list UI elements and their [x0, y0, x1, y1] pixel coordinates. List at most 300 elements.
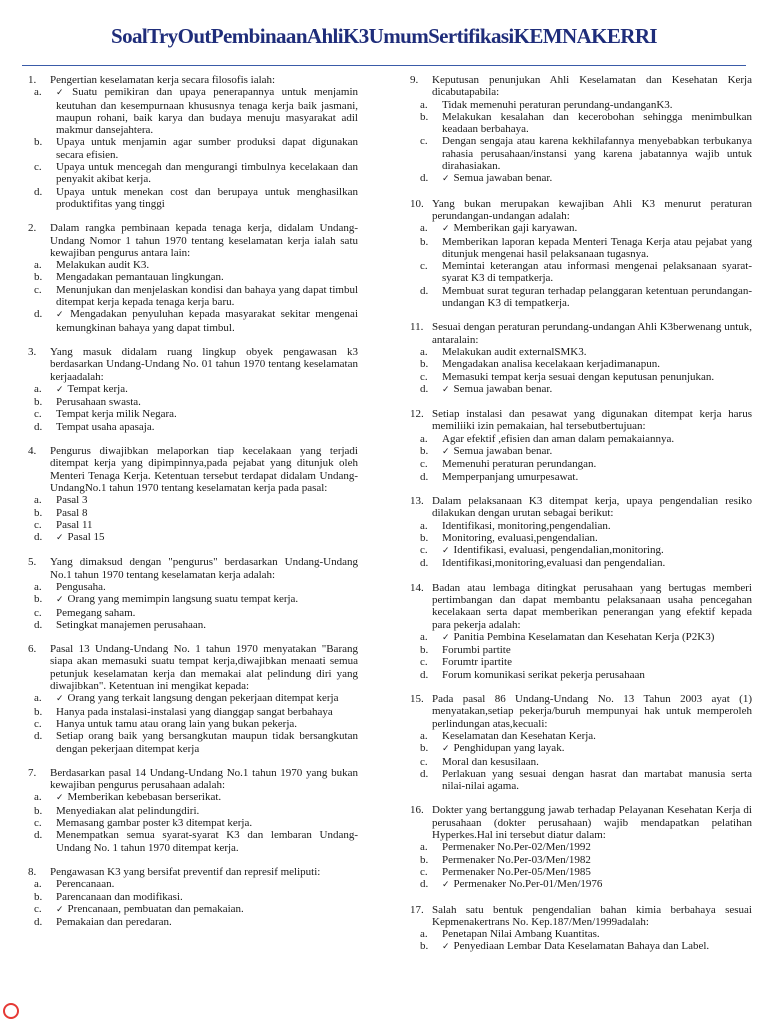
answer-option — [400, 358, 752, 370]
question-item — [14, 866, 358, 928]
answer-options — [14, 259, 358, 334]
option-text: Menunjukan dan menjelaskan kondisi dan bahaya yang dapat timbul ditempat kerja kepada tenaga kerja baru. — [56, 283, 358, 309]
option-text: Memintai keterangan atau informasi mengenai pelaksanaan syarat-syarat K3 di tempatkerja. — [442, 260, 752, 285]
option-letter: b. — [420, 531, 429, 544]
option-text: Melakukan audit externalSMK3. — [442, 345, 587, 358]
option-body — [56, 817, 358, 829]
option-body — [442, 878, 752, 891]
answer-options — [400, 346, 752, 396]
option-body — [442, 236, 752, 261]
answer-options — [14, 581, 358, 631]
answer-option — [400, 756, 752, 768]
answer-option — [14, 718, 358, 730]
left-column — [14, 74, 358, 940]
option-body — [442, 260, 752, 285]
option-text: Upaya untuk mencegah dan mengurangi timbulnya kecelakaan dan penyakit akibat kerja. — [56, 161, 358, 186]
question-text: Sesuai dengan peraturan perundang-undangan Ahli K3berwenang untuk, antaralain: — [432, 321, 752, 346]
option-text: Prencanaan, pembuatan dan pemakaian. — [67, 902, 244, 915]
checkmark-icon — [56, 593, 68, 605]
answer-option — [400, 841, 752, 853]
option-text: Melakukan audit K3. — [56, 259, 150, 272]
right-column — [400, 74, 752, 966]
option-text: Penetapan Nilai Ambang Kuantitas. — [442, 928, 600, 941]
option-letter: a. — [34, 692, 42, 705]
option-body — [442, 644, 752, 656]
option-text: Perencanaan. — [56, 878, 115, 891]
option-body — [442, 433, 752, 445]
option-letter: d. — [420, 284, 429, 297]
question-text: Dalam rangka pembinaan kepada tenaga kerja, didalam Undang-Undang Nomor 1 tahun 1970 tentang keselamatan kerja ialah satu kewajiban pengurus antara lain: — [50, 222, 358, 259]
option-body — [56, 903, 358, 916]
option-text: Permenaker No.Per-05/Men/1985 — [442, 865, 591, 878]
option-body — [442, 841, 752, 853]
answer-option — [400, 236, 752, 261]
question-text: Pengawasan K3 yang bersifat preventif dan represif meliputi: — [50, 865, 321, 878]
answer-option-correct — [14, 383, 358, 396]
option-text: Mengadakan analisa kecelakaan kerjadimanapun. — [442, 358, 661, 371]
answer-option — [14, 817, 358, 829]
option-text: Permenaker No.Per-03/Men/1982 — [442, 853, 591, 866]
option-text: Memberikan kebebasan berserikat. — [67, 791, 222, 804]
question-text: Salah satu bentuk pengendalian bahan kimia berbahaya sesuai Kepmenakertrans No. Kep.187/Men/1999adalah: — [432, 903, 752, 928]
answer-option — [400, 730, 752, 742]
answer-option — [400, 669, 752, 681]
option-text: Tempat kerja milik Negara. — [56, 408, 177, 421]
option-body — [442, 371, 752, 383]
answer-option — [14, 619, 358, 631]
checkmark-icon — [56, 791, 68, 803]
option-text: Menempatkan semua syarat-syarat K3 dan lembaran Undang- Undang No. 1 tahun 1970 ditempat kerja. — [56, 829, 358, 854]
answer-option-correct — [400, 222, 752, 235]
answer-option — [400, 532, 752, 544]
option-text: Identifikasi,monitoring,evaluasi dan pengendalian. — [442, 557, 666, 570]
answer-option — [14, 421, 358, 433]
answer-option — [14, 706, 358, 718]
answer-option-correct — [400, 383, 752, 396]
option-text: Setiap orang baik yang bersangkutan maupun tidak bersangkutan dengan pekerjaan ditempat kerja — [56, 730, 358, 755]
answer-option — [400, 866, 752, 878]
option-body — [442, 544, 752, 557]
answer-options — [14, 383, 358, 433]
option-letter: a. — [420, 841, 428, 854]
checkmark-icon — [56, 531, 68, 543]
option-text: Pemakaian dan peredaran. — [56, 916, 172, 929]
option-body — [56, 86, 358, 136]
option-letter: d. — [34, 730, 43, 743]
option-text: Hanya untuk tamu atau orang lain yang bukan pekerja. — [56, 717, 298, 730]
question-text: Yang masuk didalam ruang lingkup obyek pengawasan k3 berdasarkan Undang-Undang No. 01 tahun 1970 tentang keselamatan kerjaadalah: — [50, 345, 358, 383]
option-letter: d. — [34, 916, 43, 929]
answer-option — [400, 644, 752, 656]
option-body — [56, 581, 358, 593]
question-stem — [14, 74, 358, 86]
option-body — [442, 135, 752, 172]
answer-options — [14, 791, 358, 853]
question-item — [14, 74, 358, 210]
checkmark-icon — [56, 692, 68, 704]
answer-option — [400, 656, 752, 668]
option-letter: b. — [420, 853, 429, 866]
option-text: Orang yang memimpin langsung suatu tempat kerja. — [67, 593, 299, 606]
question-item — [400, 74, 752, 186]
option-letter: a. — [34, 259, 42, 272]
question-stem — [400, 198, 752, 223]
option-body — [56, 507, 358, 519]
option-body — [56, 619, 358, 631]
option-body — [442, 730, 752, 742]
option-body — [442, 458, 752, 470]
option-letter: b. — [420, 445, 429, 458]
option-letter: c. — [420, 865, 428, 878]
answer-option — [14, 891, 358, 903]
option-body — [442, 928, 752, 940]
question-number: 13. — [410, 494, 424, 507]
answer-option — [14, 161, 358, 186]
option-text: Memberikan gaji karyawan. — [453, 222, 578, 235]
answer-option — [14, 507, 358, 519]
answer-option — [400, 557, 752, 569]
option-body — [56, 531, 358, 544]
option-letter: c. — [420, 135, 428, 148]
answer-option — [400, 768, 752, 793]
option-text: Forumtr ipartite — [442, 656, 512, 669]
answer-option — [400, 854, 752, 866]
question-item — [14, 556, 358, 631]
question-stem — [400, 582, 752, 631]
answer-option — [14, 408, 358, 420]
option-letter: b. — [420, 235, 429, 248]
option-letter: c. — [420, 370, 428, 383]
answer-option — [14, 730, 358, 755]
option-letter: a. — [420, 928, 428, 941]
option-text: Perusahaan swasta. — [56, 396, 141, 409]
option-letter: c. — [34, 817, 42, 830]
question-stem — [14, 556, 358, 581]
option-text: Memasuki tempat kerja sesuai dengan keputusan penunjukan. — [442, 370, 715, 383]
option-body — [56, 284, 358, 309]
option-text: Agar efektif ,efisien dan aman dalam pemakaiannya. — [442, 432, 675, 445]
question-text: Berdasarkan pasal 14 Undang-Undang No.1 tahun 1970 yang bukan kewajiban pengurus perusahaan adalah: — [50, 766, 358, 792]
option-letter: d. — [420, 878, 429, 891]
checkmark-icon — [442, 742, 454, 754]
answer-option — [400, 135, 752, 172]
option-letter: a. — [34, 86, 42, 99]
option-body — [56, 186, 358, 211]
option-body — [56, 421, 358, 433]
question-stem — [14, 445, 358, 494]
checkmark-icon — [442, 222, 454, 234]
question-text: Setiap instalasi dan pesawat yang digunakan ditempat kerja harus memiliiki izin pemakaian, hal tersebutbertujuan: — [432, 408, 752, 433]
option-text: Mengadakan penyuluhan kepada masyarakat sekitar mengenai kemungkinan bahaya yang dapat timbul. — [56, 308, 358, 334]
question-text: Pengurus diwajibkan melaporkan tiap kecelakaan yang terjadi ditempat kerja yang dipimpinnya,pada pejabat yang ditunjuk oleh Menteri Tenaga Kerja. Ketentuan tersebut terdapat didalam Undang-UndangNo.1 tahun 1970 tentang keselamatan kerja pada pasal: — [50, 445, 358, 494]
option-text: Pasal 11 — [56, 518, 93, 531]
checkmark-icon — [442, 383, 454, 395]
answer-option-correct — [400, 631, 752, 644]
option-body — [442, 172, 752, 185]
option-letter: c. — [34, 717, 42, 730]
option-body — [56, 607, 358, 619]
answer-options — [400, 222, 752, 309]
question-stem — [400, 321, 752, 346]
option-body — [56, 136, 358, 161]
option-text: Membuat surat teguran terhadap pelanggaran ketentuan perundangan-undangan K3 di tempatkerja. — [442, 284, 752, 310]
question-number: 1. — [28, 74, 37, 86]
question-number: 11. — [410, 321, 424, 334]
answer-option — [14, 607, 358, 619]
checkmark-icon — [442, 172, 454, 184]
answer-option-correct — [400, 172, 752, 185]
answer-option — [400, 520, 752, 532]
option-letter: b. — [34, 705, 43, 718]
option-letter: b. — [34, 593, 43, 606]
question-text: Yang bukan merupakan kewajiban Ahli K3 menurut peraturan perundangan-undangan adalah: — [432, 197, 752, 222]
option-letter: d. — [420, 470, 429, 483]
option-text: Tempat usaha apasaja. — [56, 420, 155, 433]
answer-option — [400, 433, 752, 445]
question-stem — [14, 346, 358, 383]
option-letter: d. — [420, 767, 429, 780]
option-letter: b. — [34, 890, 43, 903]
option-body — [56, 891, 358, 903]
question-stem — [14, 643, 358, 692]
answer-option — [14, 396, 358, 408]
question-item — [14, 445, 358, 544]
option-letter: d. — [34, 185, 43, 198]
title-divider — [22, 65, 746, 66]
option-letter: c. — [34, 283, 42, 296]
answer-option — [400, 111, 752, 136]
answer-options — [14, 86, 358, 210]
answer-option — [400, 260, 752, 285]
question-number: 15. — [410, 693, 424, 706]
question-item — [400, 582, 752, 681]
question-number: 12. — [410, 408, 424, 421]
option-text: Memasang gambar poster k3 ditempat kerja. — [56, 817, 253, 830]
option-body — [442, 222, 752, 235]
option-text: Pasal 15 — [67, 531, 105, 544]
answer-option — [14, 271, 358, 283]
option-letter: c. — [34, 518, 42, 531]
question-item — [400, 321, 752, 396]
answer-option-correct — [400, 878, 752, 891]
option-letter: b. — [420, 742, 429, 755]
option-text: Permenaker No.Per-02/Men/1992 — [442, 841, 591, 854]
option-body — [442, 445, 752, 458]
option-text: Pasal 3 — [56, 494, 88, 507]
option-letter: b. — [34, 271, 43, 284]
option-text: Semua jawaban benar. — [453, 445, 553, 458]
option-text: Setingkat manajemen perusahaan. — [56, 618, 206, 631]
option-letter: c. — [420, 544, 428, 557]
option-letter: a. — [34, 580, 42, 593]
answer-option-correct — [400, 544, 752, 557]
question-item — [400, 804, 752, 891]
option-letter: b. — [420, 644, 429, 657]
option-text: Monitoring, evaluasi,pengendalian. — [442, 531, 598, 544]
answer-option-correct — [14, 692, 358, 705]
option-body — [442, 768, 752, 793]
option-text: Forumbi partite — [442, 644, 511, 657]
question-number: 14. — [410, 581, 424, 594]
option-body — [56, 271, 358, 283]
option-text: Memperpanjang umurpesawat. — [442, 470, 579, 483]
record-indicator-icon — [3, 1003, 19, 1019]
answer-option — [400, 99, 752, 111]
question-stem — [14, 222, 358, 259]
question-stem — [14, 767, 358, 792]
answer-options — [14, 692, 358, 754]
option-body — [442, 358, 752, 370]
question-item — [400, 495, 752, 570]
option-letter: a. — [34, 791, 42, 804]
option-letter: a. — [34, 382, 42, 395]
option-body — [56, 718, 358, 730]
option-body — [56, 706, 358, 718]
answer-options — [400, 730, 752, 792]
answer-option-correct — [14, 308, 358, 334]
option-body — [442, 866, 752, 878]
option-body — [442, 346, 752, 358]
option-body — [56, 519, 358, 531]
option-letter: a. — [420, 519, 428, 532]
option-letter: c. — [34, 408, 42, 421]
option-text: Pengusaha. — [56, 580, 106, 593]
answer-options — [14, 878, 358, 928]
option-body — [442, 99, 752, 111]
option-text: Identifikasi, monitoring,pengendalian. — [442, 519, 611, 532]
option-body — [442, 383, 752, 396]
question-stem — [400, 693, 752, 730]
question-text: Pasal 13 Undang-Undang No. 1 tahun 1970 menyatakan "Barang siapa akan memasuki suatu tempat kerja,diwajibkan menaati semua petunjuk keselamatan kerja dan memakai alat pelindung diri yang diwajibkan". Ketentuan ini mengikat kepada: — [50, 643, 358, 693]
option-body — [442, 742, 752, 755]
option-text: Penyediaan Lembar Data Keselamatan Bahaya dan Label. — [453, 940, 710, 953]
answer-option-correct — [14, 903, 358, 916]
option-body — [442, 854, 752, 866]
question-stem — [14, 866, 358, 878]
option-letter: b. — [420, 358, 429, 371]
checkmark-icon — [56, 903, 68, 915]
option-letter: c. — [420, 656, 428, 669]
option-body — [56, 161, 358, 186]
option-letter: a. — [420, 630, 428, 643]
checkmark-icon — [442, 445, 454, 457]
option-text: Memenuhi peraturan perundangan. — [442, 458, 597, 471]
option-text: Mengadakan pemantauan lingkungan. — [56, 271, 224, 284]
answer-option — [400, 346, 752, 358]
question-number: 6. — [28, 643, 37, 656]
checkmark-icon — [442, 878, 454, 890]
option-letter: c. — [420, 260, 428, 273]
question-text: Pengertian keselamatan kerja secara filosofis ialah: — [50, 74, 276, 86]
question-item — [14, 643, 358, 755]
option-letter: d. — [34, 531, 43, 544]
option-letter: b. — [34, 136, 43, 149]
option-letter: c. — [34, 606, 42, 619]
answer-option-correct — [400, 940, 752, 953]
option-letter: d. — [34, 618, 43, 631]
option-body — [56, 408, 358, 420]
option-body — [442, 940, 752, 953]
option-text: Dengan sengaja atau karena kekhilafannya menyebabkan terbukanya rahasia perusahaan/instansi yang karena jabatannya wajib untuk dirahasiakan. — [442, 135, 752, 173]
checkmark-icon — [56, 308, 70, 320]
option-body — [56, 805, 358, 817]
answer-option-correct — [400, 742, 752, 755]
option-body — [442, 631, 752, 644]
option-letter: d. — [420, 382, 429, 395]
checkmark-icon — [442, 631, 454, 643]
checkmark-icon — [442, 544, 454, 556]
question-number: 2. — [28, 222, 37, 235]
answer-options — [400, 928, 752, 954]
answer-option — [14, 186, 358, 211]
answer-option-correct — [400, 445, 752, 458]
question-number: 5. — [28, 556, 37, 569]
option-text: Permenaker No.Per-01/Men/1976 — [453, 878, 603, 891]
question-stem — [400, 74, 752, 99]
answer-option — [14, 805, 358, 817]
option-letter: b. — [420, 940, 429, 953]
question-text: Keputusan penunjukan Ahli Keselamatan dan Kesehatan Kerja dicabutapabila: — [432, 74, 752, 99]
option-letter: d. — [420, 668, 429, 681]
option-letter: a. — [34, 878, 42, 891]
answer-option — [14, 519, 358, 531]
option-body — [442, 756, 752, 768]
answer-options — [400, 841, 752, 891]
option-letter: d. — [34, 420, 43, 433]
option-body — [56, 396, 358, 408]
option-body — [56, 730, 358, 755]
answer-option — [14, 284, 358, 309]
document-title: SoalTryOutPembinaanAhliK3UmumSertifikasiKEMNAKERRI — [111, 24, 657, 48]
option-letter: c. — [420, 755, 428, 768]
question-number: 10. — [410, 197, 424, 210]
option-body — [442, 471, 752, 483]
option-text: Upaya untuk menekan cost dan berupaya untuk menghasilkan produktifitas yang tinggi — [56, 185, 358, 210]
option-text: Suatu pemikiran dan upaya penerapannya untuk menjamin keutuhan dan kesempurnaan khususnya tenaga kerja baik jasmani, maupun rohani, baik karya dan budaya menuju masyarakat adil makmur dansejahtera. — [56, 86, 358, 137]
option-letter: a. — [34, 494, 42, 507]
question-item — [14, 346, 358, 433]
option-text: Semua jawaban benar. — [453, 382, 553, 395]
option-body — [56, 259, 358, 271]
checkmark-icon — [56, 86, 72, 98]
answer-option-correct — [14, 791, 358, 804]
option-body — [56, 692, 358, 705]
answer-option-correct — [14, 593, 358, 606]
option-letter: a. — [420, 345, 428, 358]
option-letter: b. — [34, 506, 43, 519]
option-text: Forum komunikasi serikat pekerja perusahaan — [442, 668, 645, 681]
question-text: Pada pasal 86 Undang-Undang No. 13 Tahun 2003 ayat (1) menyatakan,setiap pekerja/buruh mempunyai hak untuk memperoleh perlindungan atas,kecuali: — [432, 693, 752, 730]
option-letter: c. — [420, 458, 428, 471]
option-text: Perlakuan yang sesuai dengan hasrat dan martabat manusia serta nilai-nilai agama. — [442, 767, 752, 793]
option-letter: b. — [420, 110, 429, 123]
option-body — [56, 878, 358, 890]
option-letter: c. — [34, 161, 42, 174]
checkmark-icon — [56, 383, 68, 395]
option-letter: c. — [34, 902, 42, 915]
option-letter: a. — [420, 98, 428, 111]
option-body — [56, 916, 358, 928]
question-item — [14, 767, 358, 854]
option-text: Panitia Pembina Keselamatan dan Kesehatan Kerja (P2K3) — [453, 630, 715, 643]
question-text: Dokter yang bertanggung jawab terhadap Pelayanan Kesehatan Kerja di perusahaan (dokter perusahaan) wajib mendapatkan pelatihan Hyperkes.Hal ini tersebut diatur dalam: — [432, 804, 752, 842]
question-text: Badan atau lembaga ditingkat perusahaan yang bertugas memberi pertimbangan dan dapat membantu pelaksanaan usaha pencegahan kecelakaan serta dapat memberikan penerangan yang efektif kepada para pekerja adalah: — [432, 581, 752, 631]
answer-option — [400, 371, 752, 383]
option-body — [442, 557, 752, 569]
option-body — [56, 494, 358, 506]
option-letter: a. — [420, 729, 428, 742]
option-text: Identifikasi, evaluasi, pengendalian,monitoring. — [453, 544, 664, 557]
